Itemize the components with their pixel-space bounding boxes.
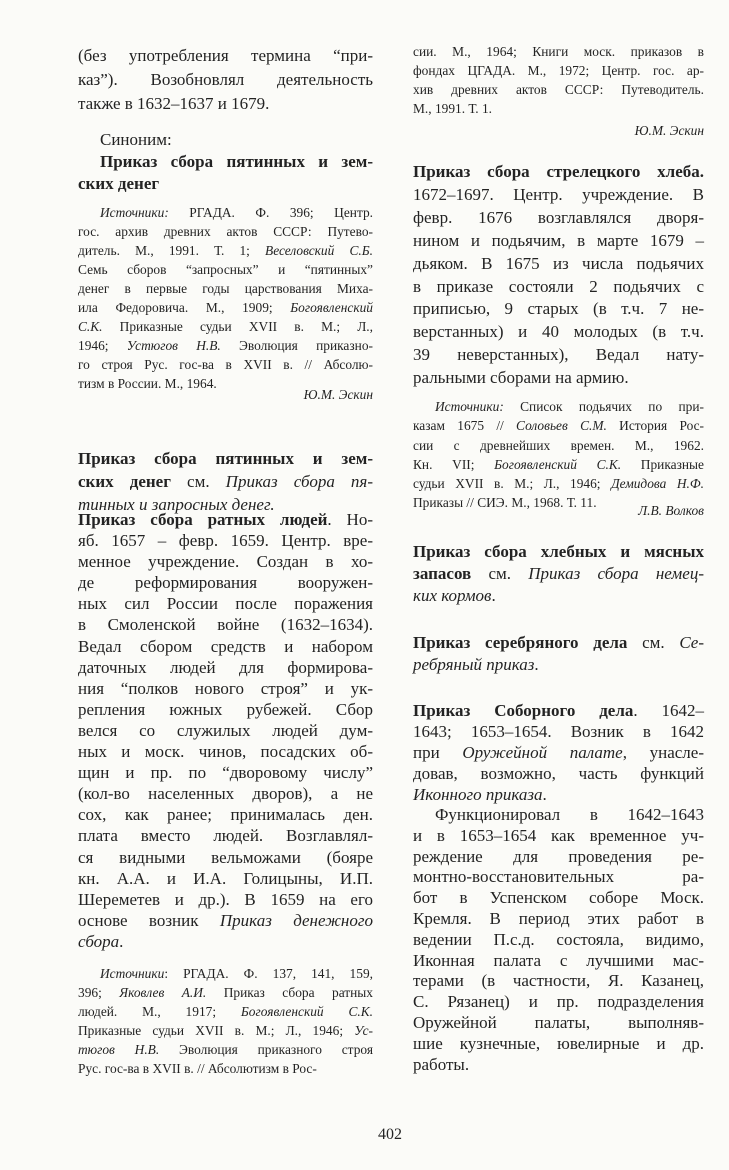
italic-reference: Демидова Н.Ф. <box>611 476 704 492</box>
text-line <box>78 260 373 279</box>
text-run: го строя Рус. гос-ва в XVII в. // Абсолю- <box>78 357 373 372</box>
text-line <box>78 1040 373 1059</box>
text-line <box>413 742 704 763</box>
text-run: Кн. VII; <box>413 456 495 472</box>
text-line <box>413 474 704 493</box>
text-run: (кол-во населенных дворов), а не <box>78 784 373 804</box>
text-line <box>413 416 704 435</box>
text-run: см. <box>170 472 226 491</box>
left-column <box>78 0 373 1170</box>
text-run: верстанных) и 40 молодых (в т.ч. <box>413 322 704 342</box>
text-line <box>413 42 704 61</box>
text-line <box>78 336 373 355</box>
right-column <box>413 0 704 1170</box>
text-line <box>413 298 704 321</box>
text-line <box>78 804 373 825</box>
text-line <box>413 397 704 416</box>
entry-headword: Приказ сбора хлебных и мясных <box>413 542 704 561</box>
text-line <box>78 964 373 983</box>
italic-reference: Соловьев С.М. <box>516 418 607 434</box>
text-run: Приказные судьи XVII в. М.; Л., <box>102 319 373 334</box>
text-run: фондах ЦГАДА. М., 1972; Центр. гос. ар- <box>413 63 704 78</box>
text-run: ных сил России после поражения <box>78 594 373 614</box>
text-line <box>78 551 373 572</box>
text-run: . <box>534 655 539 674</box>
text-line <box>78 741 373 762</box>
text-line <box>413 344 704 367</box>
text-line <box>78 910 373 931</box>
text-line <box>78 222 373 241</box>
text-run: терами (в частности, Я. Казанец, <box>413 971 704 991</box>
text-line <box>413 455 704 474</box>
italic-reference: Приказ сбора немец- <box>528 564 704 583</box>
text-run: Приказ сбора ратных <box>206 985 373 1000</box>
text-line <box>78 385 373 404</box>
text-run: бот в Успенском соборе Моск. <box>413 888 704 908</box>
text-run: февр. 1676 возглавлялся дворя- <box>413 207 704 227</box>
text-line <box>413 585 704 607</box>
entry-headword: Приказ Соборного дела <box>413 701 634 720</box>
text-line <box>413 654 704 676</box>
text-run: ральными сборами на армию. <box>413 368 629 388</box>
text-run: Кремля. В период этих работ в <box>413 908 704 928</box>
text-line <box>78 762 373 783</box>
text-line <box>413 632 704 654</box>
text-run: М., 1991. Т. 1. <box>413 101 493 116</box>
text-run: ведении П.с.д. состояла, видимо, <box>413 929 704 949</box>
text-line <box>413 161 704 184</box>
text-line <box>413 563 704 585</box>
text-line <box>78 92 373 116</box>
text-run: Список подьячих по при- <box>503 399 704 414</box>
text-line <box>413 847 704 868</box>
italic-reference: С.К. <box>78 319 103 334</box>
text-run: дитель. М., 1991. Т. 1; <box>78 243 266 258</box>
text-run: тизм в России. М., 1964. <box>78 376 217 391</box>
text-line <box>78 931 373 952</box>
text-line <box>78 44 373 68</box>
entry-paragraph <box>78 509 373 952</box>
text-run: работы. <box>413 1054 470 1074</box>
sources-note <box>78 964 373 1078</box>
text-line <box>413 1034 704 1055</box>
text-line <box>78 699 373 720</box>
text-line <box>78 678 373 699</box>
text-line <box>413 436 704 455</box>
text-line <box>413 230 704 253</box>
text-line <box>78 983 373 1002</box>
text-run: сии. М., 1964; Книги моск. приказов в <box>413 44 704 59</box>
text-line <box>413 541 704 563</box>
text-line <box>413 992 704 1013</box>
text-run: репления южных рубежей. Сбор <box>78 699 373 719</box>
text-line <box>413 321 704 344</box>
text-run: 1946; <box>78 338 127 353</box>
entry-paragraph <box>413 632 704 676</box>
text-line <box>78 470 373 493</box>
text-run: 39 неверстанных), Ведал нату- <box>413 345 704 365</box>
text-line <box>413 1055 704 1076</box>
text-run: ила Федоровича. М., 1909; <box>78 300 291 315</box>
page-number: 402 <box>378 1126 402 1143</box>
text-line <box>413 700 704 721</box>
text-run: . <box>542 785 547 804</box>
italic-reference: Богоявленский С.К. <box>240 1004 373 1019</box>
text-run: ния “полков нового строя” и ук- <box>78 678 373 698</box>
text-line <box>413 253 704 276</box>
sources-note <box>78 203 373 393</box>
text-line <box>78 203 373 222</box>
text-run: Шереметев и др.). В 1659 на его <box>78 889 373 909</box>
entry-paragraph <box>78 44 373 116</box>
text-run: 1643; 1653–1654. Возник в 1642 <box>413 722 704 741</box>
text-line <box>413 930 704 951</box>
text-line <box>78 1002 373 1021</box>
text-run: кн. А.А. и И.А. Голицыны, И.П. <box>78 868 373 888</box>
text-line <box>78 636 373 657</box>
italic-reference: Приказ сбора пя- <box>225 472 373 491</box>
sources-note <box>413 42 704 118</box>
text-run: см. <box>471 564 529 583</box>
entry-paragraph <box>78 128 373 151</box>
text-run: яб. 1657 – февр. 1659. Центр. вре- <box>78 531 373 551</box>
text-line <box>413 501 704 520</box>
text-run: Приказные <box>621 456 704 472</box>
text-run: людей. М., 1917; <box>78 1004 241 1019</box>
text-run: довав, возможно, часть функций <box>413 764 704 783</box>
text-run: С. Рязанец) и пр. подразделения <box>413 992 704 1012</box>
text-run: Эволюция приказного строя <box>159 1042 373 1057</box>
text-run: Семь сборов “запросных” и “пятинных” <box>78 262 373 277</box>
text-line <box>413 61 704 80</box>
text-line <box>413 951 704 972</box>
text-line <box>413 763 704 784</box>
italic-reference: тинных и запросных денег. <box>78 495 275 514</box>
text-run: РГАДА. Ф. 396; Центр. <box>168 205 373 220</box>
text-run: сох, как ранее; принималась ден. <box>78 805 373 825</box>
text-line <box>413 121 704 140</box>
text-line <box>78 868 373 889</box>
text-line <box>78 783 373 804</box>
italic-reference: тюгов Н.В. <box>78 1042 160 1057</box>
text-line <box>78 1021 373 1040</box>
text-run: хив древних актов СССР: Путеводитель. <box>413 82 704 97</box>
text-line <box>78 825 373 846</box>
italic-reference: Ус- <box>354 1023 373 1038</box>
text-line <box>78 847 373 868</box>
text-run: плата вместо людей. Возглавлял- <box>78 826 373 846</box>
entry-headword: Приказ сбора ратных людей <box>78 510 328 529</box>
text-line <box>413 207 704 230</box>
text-run: судьи XVII в. М.; Л., 1946; <box>413 476 612 492</box>
text-line <box>78 128 373 151</box>
text-run: История Рос- <box>606 418 705 434</box>
text-line <box>78 279 373 298</box>
italic-reference: ких кормов <box>413 586 492 605</box>
text-line <box>78 68 373 92</box>
entry-paragraph <box>413 541 704 607</box>
text-run: в приказе состояли 2 подьячих с <box>413 276 704 296</box>
italic-reference: Се- <box>679 633 704 652</box>
text-line <box>78 572 373 593</box>
text-run: , унасле- <box>622 743 704 762</box>
italic-reference: Богоявленский <box>290 300 373 315</box>
entry-paragraph <box>413 805 704 1075</box>
text-run: реждение для проведения ре- <box>413 846 704 866</box>
entry-headword: Приказ сбора пятинных и зем- <box>100 152 373 171</box>
sources-note <box>413 397 704 513</box>
text-run: де реформирования вооружен- <box>78 573 373 593</box>
text-run: . <box>119 931 124 951</box>
entry-paragraph <box>413 161 704 390</box>
text-run: Синоним: <box>100 130 172 149</box>
text-line <box>78 173 373 195</box>
text-line <box>413 805 704 826</box>
entry-headword: ских денег <box>78 174 160 193</box>
italic-reference: Иконного приказа <box>413 785 543 804</box>
entry-paragraph <box>413 700 704 805</box>
text-run: гос. архив древних актов СССР: Путево- <box>78 224 373 239</box>
text-line <box>78 614 373 635</box>
italic-reference: Яковлев А.И. <box>119 985 207 1000</box>
text-run: Оружейной палаты, выполняв- <box>413 1012 704 1032</box>
text-line <box>78 355 373 374</box>
text-line <box>78 298 373 317</box>
text-run: Эволюция приказно- <box>220 338 373 353</box>
text-run: Рус. гос-ва в XVII в. // Абсолютизм в Рос- <box>78 1061 317 1076</box>
text-run: Иконная палата с лучшими мас- <box>413 950 704 970</box>
text-run: см. <box>627 633 680 652</box>
text-line <box>78 509 373 530</box>
text-line <box>413 971 704 992</box>
author-signature <box>78 385 373 404</box>
text-run: : РГАДА. Ф. 137, 141, 159, <box>164 966 373 981</box>
text-run: каз”). Возобновлял деятельность <box>78 70 373 89</box>
text-run: Ведал сбором средств и набором <box>78 636 373 656</box>
text-run: щин и пр. по “дворовому числу” <box>78 763 373 783</box>
entry-headword: ских денег <box>78 472 171 491</box>
entry-paragraph <box>78 151 373 195</box>
text-run: даточных людей для формирова- <box>78 657 373 677</box>
text-line <box>413 826 704 847</box>
entry-paragraph <box>78 447 373 516</box>
text-line <box>413 721 704 742</box>
text-line <box>413 99 704 118</box>
text-line <box>413 784 704 805</box>
text-run: Л.В. Волков <box>638 503 704 518</box>
entry-headword: Приказ сбора стрелецкого хлеба. <box>413 162 704 181</box>
italic-reference: Приказ денежного <box>219 910 373 930</box>
text-run: основе возник <box>78 910 220 930</box>
text-run: ных и моск. чинов, посадских об- <box>78 742 373 762</box>
text-run: Приказные судьи XVII в. М.; Л., 1946; <box>78 1023 355 1038</box>
text-line <box>78 447 373 470</box>
text-run: сии с древнейших времен. М., 1962. <box>413 437 704 453</box>
text-run: и в 1653–1654 как временное уч- <box>413 825 704 845</box>
text-run: Приказы // СИЭ. М., 1968. Т. 11. <box>413 495 597 511</box>
italic-reference: Веселовский С.Б. <box>265 243 373 258</box>
text-run: велся со служилых людей дум- <box>78 720 373 740</box>
entry-headword: запасов <box>413 564 472 583</box>
text-run: при <box>413 743 463 762</box>
italic-reference: Устюгов Н.В. <box>126 338 221 353</box>
author-signature <box>413 501 704 520</box>
italic-reference: Источники: <box>435 399 504 414</box>
text-run: дьяком. В 1675 из числа подьячих <box>413 253 704 273</box>
author-signature <box>413 121 704 140</box>
text-run: нином и подьячим, в марте 1679 – <box>413 230 704 250</box>
italic-reference: сбора <box>78 931 120 951</box>
text-run: в Смоленской войне (1632–1634). <box>78 615 373 635</box>
entry-headword: Приказ сбора пятинных и зем- <box>78 449 373 468</box>
text-line <box>413 888 704 909</box>
text-line <box>413 184 704 207</box>
text-line <box>78 317 373 336</box>
text-line <box>78 1059 373 1078</box>
text-run: ся видными вельможами (бояре <box>78 847 373 867</box>
text-run: казам 1675 // <box>413 418 517 434</box>
text-run: монтно-восстановительных ра- <box>413 867 704 887</box>
text-line <box>413 276 704 299</box>
text-run: . 1642– <box>633 701 704 720</box>
text-line <box>78 241 373 260</box>
text-run: 396; <box>78 985 120 1000</box>
italic-reference: Оружейной палате <box>462 743 623 762</box>
text-run: (без употребления термина “при- <box>78 46 373 65</box>
text-run: . Но- <box>327 510 373 529</box>
text-run: . <box>491 586 496 605</box>
text-run: приписью, 9 старых (в т.ч. 7 не- <box>413 299 704 319</box>
text-run: Функционировал в 1642–1643 <box>435 805 704 824</box>
text-line <box>413 367 704 390</box>
text-line <box>78 593 373 614</box>
text-line <box>78 151 373 173</box>
text-run: шие кузнечные, ювелирные и др. <box>413 1033 704 1053</box>
italic-reference: Богоявленский С.К. <box>494 456 622 472</box>
text-line <box>413 867 704 888</box>
entry-headword: Приказ серебряного дела <box>413 633 628 652</box>
text-line <box>78 720 373 741</box>
text-run: также в 1632–1637 и 1679. <box>78 94 270 113</box>
text-line <box>413 80 704 99</box>
text-run: Ю.М. Эскин <box>634 123 704 138</box>
text-line <box>78 530 373 551</box>
text-line <box>413 909 704 930</box>
text-run: Ю.М. Эскин <box>303 387 373 402</box>
italic-reference: Источники: <box>100 205 169 220</box>
text-run: денег в первые годы царствования Миха- <box>78 281 373 296</box>
text-line <box>413 1013 704 1034</box>
italic-reference: Источники <box>100 966 165 981</box>
text-line <box>78 657 373 678</box>
italic-reference: ребряный приказ <box>413 655 535 674</box>
text-run: менное учреждение. Создан в хо- <box>78 552 373 572</box>
text-line <box>78 889 373 910</box>
text-run: 1672–1697. Центр. учреждение. В <box>413 184 704 204</box>
